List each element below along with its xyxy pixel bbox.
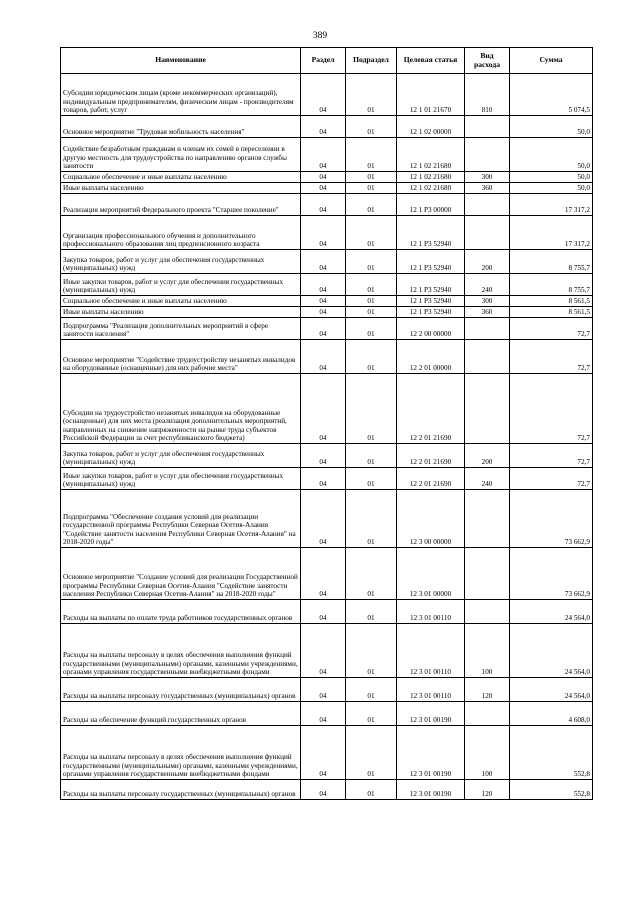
row-target-article: 12 1 02 00000 [397, 116, 465, 138]
row-name: Субсидии юридическим лицам (кроме некоммерческих организаций), индивидуальным предпринимателям, физическим лицам - производителям товаров, работ, услуг [61, 74, 301, 116]
table-row [61, 116, 593, 138]
row-section: 04 [301, 274, 346, 296]
row-target-article: 12 3 01 00110 [397, 600, 465, 624]
row-sum: 8 755,7 [510, 250, 593, 274]
row-sum: 24 564,0 [510, 678, 593, 702]
table-row [61, 296, 593, 307]
row-target-article: 12 2 00 00000 [397, 318, 465, 340]
row-expense-type [465, 138, 510, 172]
row-expense-type [465, 216, 510, 250]
row-name: Расходы на выплаты персоналу в целях обеспечения выполнения функций государственными (муниципальными) органами, казенными учреждениями, органами управления государственными внебюджетными фондами [61, 624, 301, 678]
table-row [61, 780, 593, 800]
row-section: 04 [301, 250, 346, 274]
row-subsection: 01 [346, 138, 397, 172]
row-section: 04 [301, 172, 346, 183]
table-row [61, 194, 593, 216]
row-subsection: 01 [346, 172, 397, 183]
header-target-article: Целевая статья [397, 48, 465, 74]
row-subsection: 01 [346, 780, 397, 800]
row-name: Социальное обеспечение и иные выплаты населению [61, 172, 301, 183]
row-target-article: 12 3 01 00190 [397, 780, 465, 800]
table-row [61, 74, 593, 116]
table-row [61, 702, 593, 726]
row-subsection: 01 [346, 216, 397, 250]
row-name: Иные выплаты населению [61, 183, 301, 194]
table-row [61, 138, 593, 172]
row-section: 04 [301, 116, 346, 138]
row-subsection: 01 [346, 444, 397, 468]
row-section: 04 [301, 624, 346, 678]
table-row [61, 624, 593, 678]
row-sum: 50,0 [510, 116, 593, 138]
row-subsection: 01 [346, 307, 397, 318]
table-row [61, 183, 593, 194]
row-target-article: 12 3 01 00190 [397, 702, 465, 726]
row-section: 04 [301, 296, 346, 307]
row-sum: 72,7 [510, 444, 593, 468]
budget-table [60, 47, 593, 800]
table-row [61, 600, 593, 624]
row-name: Расходы на выплаты персоналу государственных (муниципальных) органов [61, 678, 301, 702]
row-expense-type: 240 [465, 274, 510, 296]
row-expense-type: 240 [465, 468, 510, 490]
header-subsection: Подраздел [346, 48, 397, 74]
row-expense-type: 300 [465, 172, 510, 183]
row-target-article: 12 1 02 21680 [397, 183, 465, 194]
row-expense-type: 100 [465, 726, 510, 780]
row-section: 04 [301, 468, 346, 490]
row-sum: 50,0 [510, 138, 593, 172]
row-expense-type: 810 [465, 74, 510, 116]
row-name: Подпрограмма "Реализация дополнительных мероприятий в сфере занятости населения" [61, 318, 301, 340]
row-name: Иные закупки товаров, работ и услуг для обеспечения государственных (муниципальных) нужд [61, 468, 301, 490]
row-expense-type [465, 340, 510, 374]
row-section: 04 [301, 307, 346, 318]
row-target-article: 12 2 01 21690 [397, 468, 465, 490]
row-target-article: 12 2 01 00000 [397, 340, 465, 374]
row-expense-type [465, 702, 510, 726]
row-expense-type: 300 [465, 296, 510, 307]
row-sum: 552,8 [510, 780, 593, 800]
table-row [61, 548, 593, 600]
row-subsection: 01 [346, 250, 397, 274]
row-sum: 8 561,5 [510, 307, 593, 318]
row-expense-type: 120 [465, 780, 510, 800]
row-name: Расходы на обеспечение функций государственных органов [61, 702, 301, 726]
table-row [61, 274, 593, 296]
table-row [61, 340, 593, 374]
row-name: Иные выплаты населению [61, 307, 301, 318]
header-name: Наименование [61, 48, 301, 74]
row-sum: 24 564,0 [510, 600, 593, 624]
row-expense-type: 360 [465, 307, 510, 318]
row-sum: 73 662,9 [510, 548, 593, 600]
table-row [61, 250, 593, 274]
row-target-article: 12 3 00 00000 [397, 490, 465, 548]
table-row [61, 444, 593, 468]
table-row [61, 490, 593, 548]
page-number: 389 [312, 31, 328, 41]
row-sum: 8 755,7 [510, 274, 593, 296]
row-sum: 72,7 [510, 318, 593, 340]
row-target-article: 12 3 01 00190 [397, 726, 465, 780]
row-name: Закупка товаров, работ и услуг для обеспечения государственных (муниципальных) нужд [61, 250, 301, 274]
row-name: Основное мероприятие "Трудовая мобильность населения" [61, 116, 301, 138]
row-sum: 72,7 [510, 374, 593, 444]
row-target-article: 12 1 P3 52940 [397, 274, 465, 296]
row-name: Иные закупки товаров, работ и услуг для обеспечения государственных (муниципальных) нужд [61, 274, 301, 296]
row-name: Основное мероприятие "Содействие трудоустройству незанятых инвалидов на оборудованные (оснащенные) для них рабочие места" [61, 340, 301, 374]
row-expense-type [465, 600, 510, 624]
row-subsection: 01 [346, 183, 397, 194]
row-section: 04 [301, 548, 346, 600]
row-section: 04 [301, 216, 346, 250]
row-name: Организация профессионального обучения и дополнительного профессионального образования лиц предпенсионного возраста [61, 216, 301, 250]
row-expense-type: 120 [465, 678, 510, 702]
row-name: Подпрограмма "Обеспечение создания условий для реализации государственной программы Республики Северная Осетия-Алания "Содействие занятости населения Республики Северная Осетия-Алания" на 2018-2020 годы" [61, 490, 301, 548]
row-sum: 72,7 [510, 340, 593, 374]
row-target-article: 12 1 01 21670 [397, 74, 465, 116]
table-row [61, 678, 593, 702]
row-name: Расходы на выплаты по оплате труда работников государственных органов [61, 600, 301, 624]
row-subsection: 01 [346, 624, 397, 678]
row-subsection: 01 [346, 702, 397, 726]
header-section: Раздел [301, 48, 346, 74]
row-section: 04 [301, 726, 346, 780]
row-target-article: 12 1 P3 00000 [397, 194, 465, 216]
row-section: 04 [301, 340, 346, 374]
row-subsection: 01 [346, 600, 397, 624]
row-subsection: 01 [346, 678, 397, 702]
row-sum: 50,0 [510, 172, 593, 183]
row-expense-type [465, 374, 510, 444]
row-section: 04 [301, 702, 346, 726]
row-target-article: 12 3 01 00000 [397, 548, 465, 600]
row-expense-type [465, 116, 510, 138]
row-name: Субсидии на трудоустройство незанятых инвалидов на оборудованные (оснащенные) для них места (реализация дополнительных мероприятий, направленных на снижение напряженности на рынке труда субъектов Российской Федерации за счет республиканского бюджета) [61, 374, 301, 444]
row-name: Расходы на выплаты персоналу государственных (муниципальных) органов [61, 780, 301, 800]
row-subsection: 01 [346, 296, 397, 307]
row-expense-type [465, 194, 510, 216]
row-section: 04 [301, 678, 346, 702]
row-name: Основное мероприятие "Создание условий для реализации Государственной программы Республики Северная Осетия-Алания "Содействие занятости населения Республики Северная Осетия-Алания" на 2018-2020 годы" [61, 548, 301, 600]
row-section: 04 [301, 138, 346, 172]
row-subsection: 01 [346, 726, 397, 780]
row-name: Реализация мероприятий Федерального проекта "Старшее поколение" [61, 194, 301, 216]
row-sum: 8 561,5 [510, 296, 593, 307]
row-target-article: 12 1 P3 52940 [397, 296, 465, 307]
row-expense-type [465, 548, 510, 600]
row-subsection: 01 [346, 74, 397, 116]
row-expense-type: 200 [465, 250, 510, 274]
table-body [61, 74, 593, 800]
row-subsection: 01 [346, 340, 397, 374]
table-row [61, 318, 593, 340]
row-expense-type [465, 318, 510, 340]
row-section: 04 [301, 74, 346, 116]
row-section: 04 [301, 490, 346, 548]
table-row [61, 216, 593, 250]
row-expense-type: 360 [465, 183, 510, 194]
row-target-article: 12 1 02 21680 [397, 172, 465, 183]
row-expense-type [465, 490, 510, 548]
row-sum: 17 317,2 [510, 216, 593, 250]
row-sum: 4 608,0 [510, 702, 593, 726]
table-row [61, 307, 593, 318]
row-sum: 5 074,5 [510, 74, 593, 116]
row-subsection: 01 [346, 274, 397, 296]
row-subsection: 01 [346, 548, 397, 600]
table-row [61, 726, 593, 780]
header-expense-type: Вид расхода [465, 48, 510, 74]
table-row [61, 468, 593, 490]
row-target-article: 12 1 P3 52940 [397, 216, 465, 250]
row-subsection: 01 [346, 194, 397, 216]
row-target-article: 12 1 02 21680 [397, 138, 465, 172]
table-row [61, 172, 593, 183]
row-sum: 17 317,2 [510, 194, 593, 216]
row-section: 04 [301, 780, 346, 800]
row-expense-type: 200 [465, 444, 510, 468]
row-subsection: 01 [346, 490, 397, 548]
row-expense-type: 100 [465, 624, 510, 678]
row-target-article: 12 2 01 21690 [397, 444, 465, 468]
row-name: Содействие безработным гражданам и членам их семей в переселении в другую местность для трудоустройства по направлению органов службы занятости [61, 138, 301, 172]
row-name: Закупка товаров, работ и услуг для обеспечения государственных (муниципальных) нужд [61, 444, 301, 468]
row-target-article: 12 1 P3 52940 [397, 307, 465, 318]
row-sum: 72,7 [510, 468, 593, 490]
row-subsection: 01 [346, 374, 397, 444]
row-section: 04 [301, 318, 346, 340]
row-target-article: 12 2 01 21690 [397, 374, 465, 444]
row-subsection: 01 [346, 318, 397, 340]
row-section: 04 [301, 600, 346, 624]
row-section: 04 [301, 183, 346, 194]
row-section: 04 [301, 444, 346, 468]
header-sum: Сумма [510, 48, 593, 74]
table-row [61, 374, 593, 444]
row-subsection: 01 [346, 116, 397, 138]
row-sum: 50,0 [510, 183, 593, 194]
row-sum: 552,8 [510, 726, 593, 780]
row-name: Социальное обеспечение и иные выплаты населению [61, 296, 301, 307]
row-section: 04 [301, 194, 346, 216]
table-header-row [61, 48, 593, 74]
row-target-article: 12 3 01 00110 [397, 678, 465, 702]
row-subsection: 01 [346, 468, 397, 490]
row-target-article: 12 1 P3 52940 [397, 250, 465, 274]
row-name: Расходы на выплаты персоналу в целях обеспечения выполнения функций государственными (муниципальными) органами, казенными учреждениями, органами управления государственными внебюджетными фондами [61, 726, 301, 780]
row-sum: 24 564,0 [510, 624, 593, 678]
row-sum: 73 662,9 [510, 490, 593, 548]
row-target-article: 12 3 01 00110 [397, 624, 465, 678]
row-section: 04 [301, 374, 346, 444]
